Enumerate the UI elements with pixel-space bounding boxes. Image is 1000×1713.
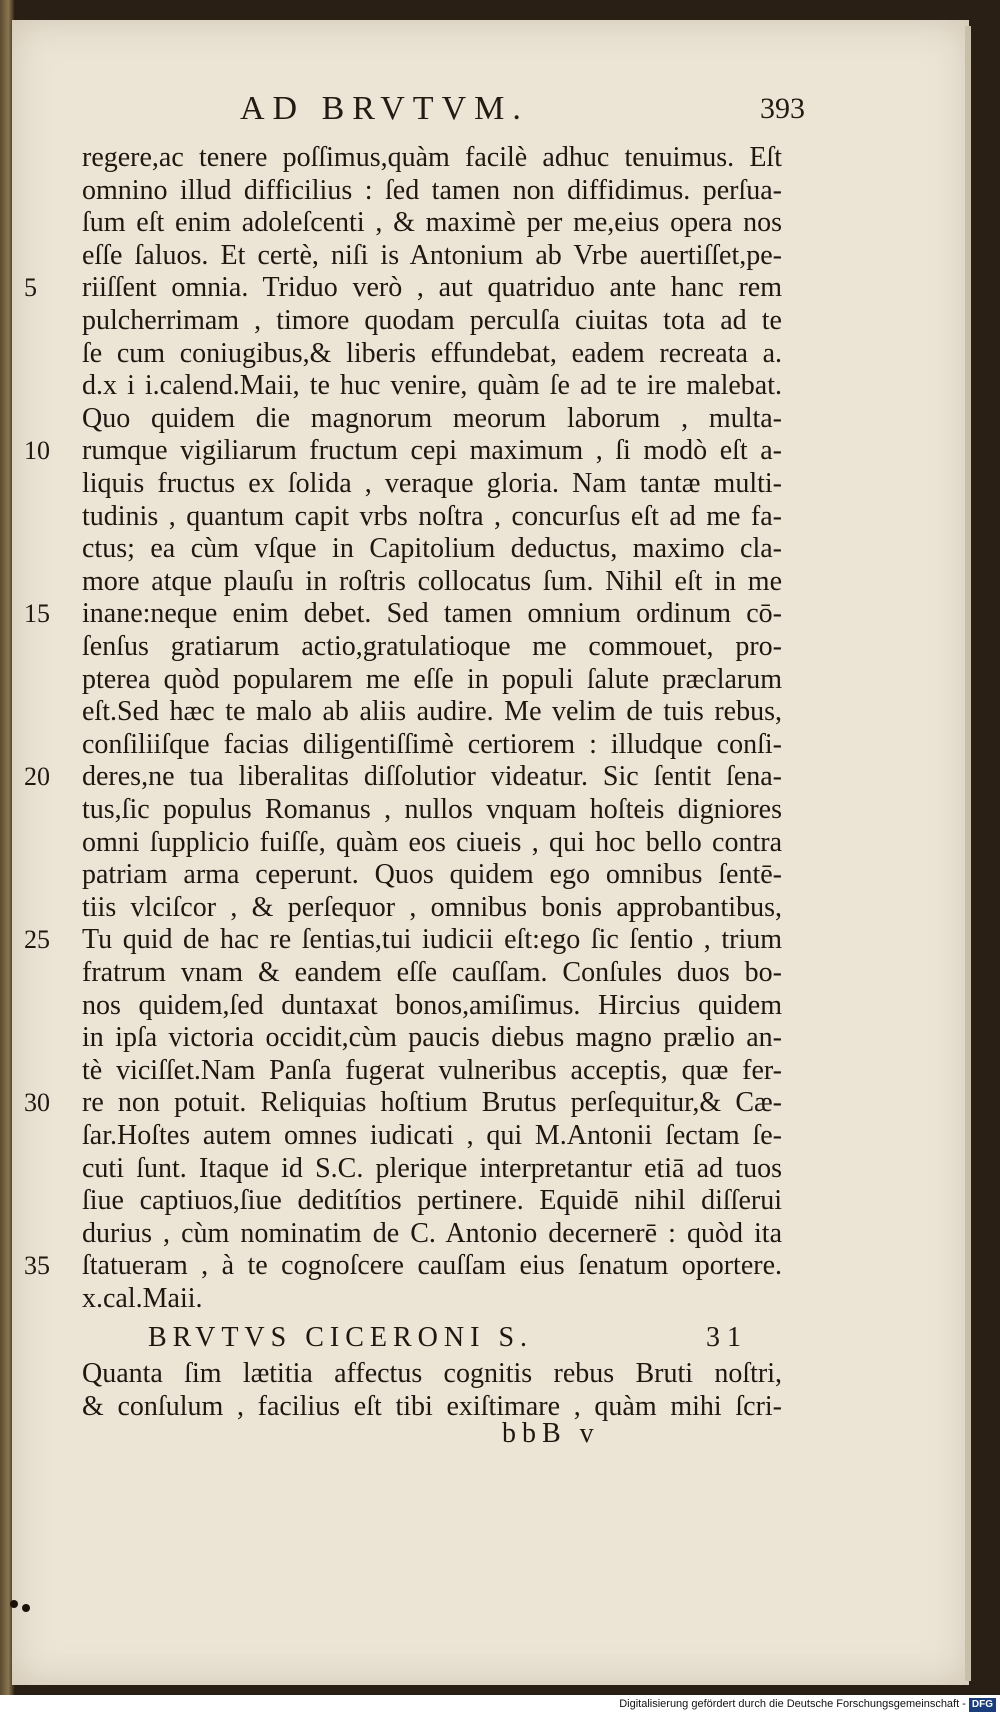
text-line: x.cal.Maii. bbox=[82, 1283, 203, 1314]
letter-number: 3 1 bbox=[706, 1322, 741, 1353]
signature-mark: bbB v bbox=[502, 1418, 600, 1449]
footer-text: Digitalisierung gefördert durch die Deutsche Forschungsgemeinschaft - bbox=[619, 1698, 966, 1710]
ink-dot bbox=[10, 1600, 18, 1608]
line-number: 10 bbox=[24, 436, 50, 466]
text-line: conſiliiſque facias diligentiſſimè certiorem : illudque conſi- bbox=[82, 728, 782, 760]
text-line: durius , cùm nominatim de C. Antonio decernerē : quòd ita bbox=[82, 1217, 782, 1249]
text-line: nos quidem,ſed duntaxat bonos,amiſimus. Hircius quidem bbox=[82, 989, 782, 1021]
letter-line: & conſulum , facilius eſt tibi exiſtimare , quàm mihi ſcri- bbox=[82, 1391, 782, 1422]
text-line: inane:neque enim debet. Sed tamen omnium ordinum cō- bbox=[82, 598, 782, 630]
text-line: rumque vigiliarum fructum cepi maximum , ſi modò eſt a- bbox=[82, 435, 782, 467]
text-line: ſiue captiuos,ſiue deditítios pertinere. Equidē nihil diſſerui bbox=[82, 1185, 782, 1217]
text-line: ſe cum coniugibus,& liberis effundebat, eadem recreata a. bbox=[82, 337, 782, 369]
line-number: 30 bbox=[24, 1088, 50, 1118]
line-number: 20 bbox=[24, 762, 50, 792]
text-line: patriam arma ceperunt. Quos quidem ego omnibus ſentē- bbox=[82, 859, 782, 891]
text-line: re non potuit. Reliquias hoſtium Brutus perſequitur,& Cæ- bbox=[82, 1087, 782, 1119]
line-number: 15 bbox=[24, 599, 50, 629]
text-line: tè viciſſet.Nam Panſa fugerat vulneribus acceptis, quæ fer- bbox=[82, 1054, 782, 1086]
ink-dot bbox=[22, 1604, 30, 1612]
text-line: deres,ne tua liberalitas diſſolutior videatur. Sic ſentit ſena- bbox=[82, 761, 782, 793]
text-line: eſt.Sed hæc te malo ab aliis audire. Me velim de tuis rebus, bbox=[82, 696, 782, 728]
text-line: ſenſus gratiarum actio,gratulatioque me commouet, pro- bbox=[82, 631, 782, 662]
letter-heading: BRVTVS CICERONI S. bbox=[148, 1322, 534, 1353]
text-line: tiis vlciſcor , & perſequor , omnibus bonis approbantibus, bbox=[82, 891, 782, 923]
text-line: tudinis , quantum capit vrbs noſtra , concurſus eſt ad me fa- bbox=[82, 500, 782, 532]
text-line: riiſſent omnia. Triduo verò , aut quatriduo ante hanc rem bbox=[82, 272, 782, 304]
text-line: ſar.Hoſtes autem omnes iudicati , qui M.Antonii ſectam ſe- bbox=[82, 1120, 782, 1151]
footer-credit bbox=[296, 1697, 996, 1711]
text-line: fratrum vnam & eandem eſſe cauſſam. Conſules duos bo- bbox=[82, 957, 782, 988]
line-number: 35 bbox=[24, 1251, 50, 1281]
text-line: regere,ac tenere poſſimus,quàm facilè adhuc tenuimus. Eſt bbox=[82, 142, 782, 173]
text-line: cuti ſunt. Itaque id S.C. plerique interpretantur etiā ad tuos bbox=[82, 1152, 782, 1184]
line-number: 25 bbox=[24, 925, 50, 955]
text-line: Tu quid de hac re ſentias,tui iudicii eſt:ego ſic ſentio , trium bbox=[82, 924, 782, 956]
dfg-logo: DFG bbox=[969, 1698, 996, 1712]
letter-line: Quanta ſim lætitia affectus cognitis rebus Bruti noſtri, bbox=[82, 1358, 782, 1389]
text-line: pterea quòd popularem me eſſe in populi ſalute præclarum bbox=[82, 663, 782, 695]
text-line: ſum eſt enim adoleſcenti , & maximè per me,eius opera nos bbox=[82, 207, 782, 239]
text-line: eſſe ſaluos. Et certè, niſi is Antonium ab Vrbe auertiſſet,pe- bbox=[82, 239, 782, 271]
text-line: tus,ſic populus Romanus , nullos vnquam hoſteis digniores bbox=[82, 794, 782, 825]
line-number: 5 bbox=[24, 273, 37, 303]
text-line: more atque plauſu in roſtris collocatus ſum. Nihil eſt in me bbox=[82, 565, 782, 597]
ink-dots bbox=[10, 1600, 40, 1616]
page-edge bbox=[965, 26, 971, 1681]
page-number: 393 bbox=[760, 92, 805, 125]
text-line: pulcherrimam , timore quodam perculſa ciuitas tota ad te bbox=[82, 305, 782, 336]
running-head: AD BRVTVM. bbox=[240, 90, 529, 127]
text-line: omnino illud difficilius : ſed tamen non diffidimus. perſua- bbox=[82, 174, 782, 206]
text-line: liquis fructus ex ſolida , veraque gloria. Nam tantæ multi- bbox=[82, 468, 782, 499]
text-line: ctus; ea cùm vſque in Capitolium deductus, maximo cla- bbox=[82, 533, 782, 565]
text-line: Quo quidem die magnorum meorum laborum , multa- bbox=[82, 402, 782, 434]
text-line: in ipſa victoria occidit,cùm paucis diebus magno prælio an- bbox=[82, 1022, 782, 1054]
text-line: d.x i i.calend.Maii, te huc venire, quàm ſe ad te ire malebat. bbox=[82, 370, 782, 402]
text-line: ſtatueram , à te cognoſcere cauſſam eius ſenatum oportere. bbox=[82, 1250, 782, 1282]
text-line: omni ſupplicio fuiſſe, quàm eos ciueis , qui hoc bello contra bbox=[82, 826, 782, 858]
